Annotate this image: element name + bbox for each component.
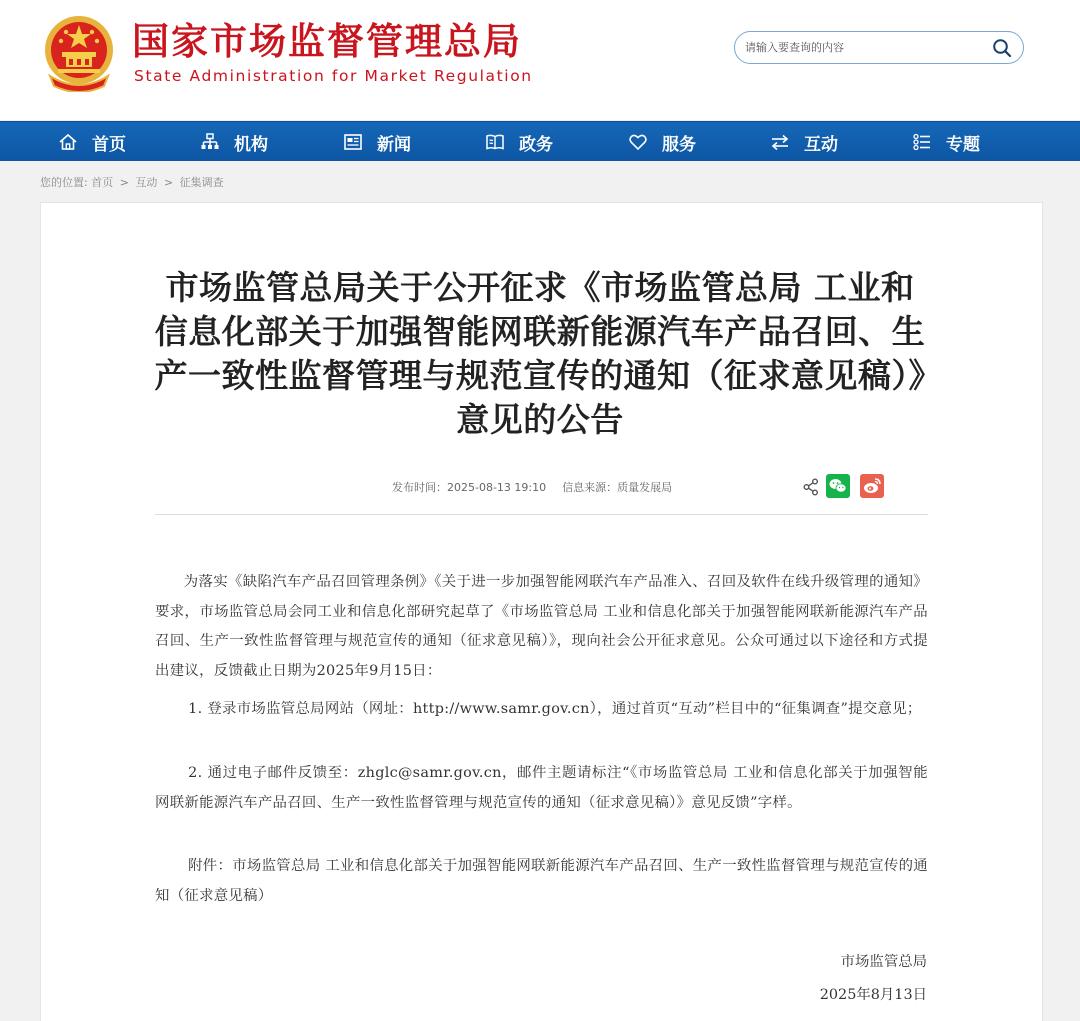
nav-item-services[interactable]	[628, 122, 696, 162]
book-icon	[485, 132, 505, 152]
share-icon[interactable]	[803, 478, 819, 496]
heart-icon	[628, 132, 648, 152]
search-box	[734, 31, 1024, 64]
main-nav	[0, 121, 1080, 161]
signature-date: 2025年8月13日	[819, 987, 927, 1003]
title-divider	[155, 514, 928, 515]
nav-item-topics[interactable]	[912, 122, 980, 162]
nav-item-label: 服务	[662, 134, 696, 155]
article-paragraph: 为落实《缺陷汽车产品召回管理条例》《关于进一步加强智能网联汽车产品准入、召回及软件在线升级管理的通知》要求，市场监管总局会同工业和信息化部研究起草了《市场监管总局 工业和信息化部关于加强智能网联新能源汽车产品召回、生产一致性监督管理与规范宣传的通知（征求意见稿）》，现向社会公开征求意见。公众可通过以下途径和方式提出建议，反馈截止日期为2025年9月15日：	[155, 574, 928, 679]
breadcrumb-separator: >	[119, 176, 129, 189]
breadcrumb-home[interactable]: 首页	[91, 176, 114, 189]
nav-item-home[interactable]	[58, 122, 126, 162]
signature-org: 市场监管总局	[840, 954, 927, 970]
list-icon	[912, 132, 932, 152]
breadcrumb-prefix: 您的位置:	[40, 176, 88, 189]
breadcrumb	[40, 175, 224, 191]
article-paragraph: 1. 登录市场监管总局网站（网址：http://www.samr.gov.cn），通过首页“互动”栏目中的“征集调查”提交意见；	[188, 701, 922, 717]
nav-item-label: 政务	[519, 134, 553, 155]
site-subtitle: State Administration for Market Regulation	[134, 67, 533, 85]
site-header	[0, 0, 1080, 120]
article-meta	[392, 480, 672, 496]
nav-item-label: 互动	[804, 134, 838, 155]
nav-item-org[interactable]	[200, 122, 268, 162]
weibo-share-icon[interactable]	[860, 474, 884, 498]
wechat-share-icon[interactable]	[826, 474, 850, 498]
article-title: 市场监管总局关于公开征求《市场监管总局 工业和信息化部关于加强智能网联新能源汽车产品召回、生产一致性监督管理与规范宣传的通知（征求意见稿）》意见的公告	[154, 268, 926, 439]
article-paragraph: 2. 通过电子邮件反馈至：zhglc@samr.gov.cn，邮件主题请标注“《市场监管总局 工业和信息化部关于加强智能网联新能源汽车产品召回、生产一致性监督管理与规范宣传的通知（征求意见稿）》意见反馈”字样。	[155, 765, 928, 811]
home-icon	[58, 132, 78, 152]
newspaper-icon	[343, 132, 363, 152]
nav-item-government-affairs[interactable]	[485, 122, 553, 162]
breadcrumb-separator: >	[163, 176, 174, 189]
attachment-paragraph: 附件：市场监管总局 工业和信息化部关于加强智能网联新能源汽车产品召回、生产一致性监督管理与规范宣传的通知（征求意见稿）	[155, 858, 928, 904]
breadcrumb-interaction[interactable]: 互动	[135, 176, 158, 189]
site-title: 国家市场监督管理总局	[132, 20, 522, 63]
national-emblem-icon	[42, 14, 116, 92]
nav-item-label: 新闻	[377, 134, 411, 155]
nav-item-label: 机构	[234, 134, 268, 155]
swap-arrows-icon	[770, 132, 790, 152]
info-source: 信息来源：质量发展局	[562, 481, 673, 494]
nav-item-label: 专题	[946, 134, 980, 155]
publish-time: 发布时间：2025-08-13 19:10	[392, 481, 547, 494]
nav-item-label: 首页	[92, 134, 126, 155]
org-chart-icon	[200, 132, 220, 152]
search-icon[interactable]	[992, 38, 1012, 58]
nav-item-interaction[interactable]	[770, 122, 838, 162]
nav-item-news[interactable]	[343, 122, 411, 162]
search-input[interactable]	[745, 36, 985, 59]
breadcrumb-survey[interactable]: 征集调查	[179, 176, 224, 189]
